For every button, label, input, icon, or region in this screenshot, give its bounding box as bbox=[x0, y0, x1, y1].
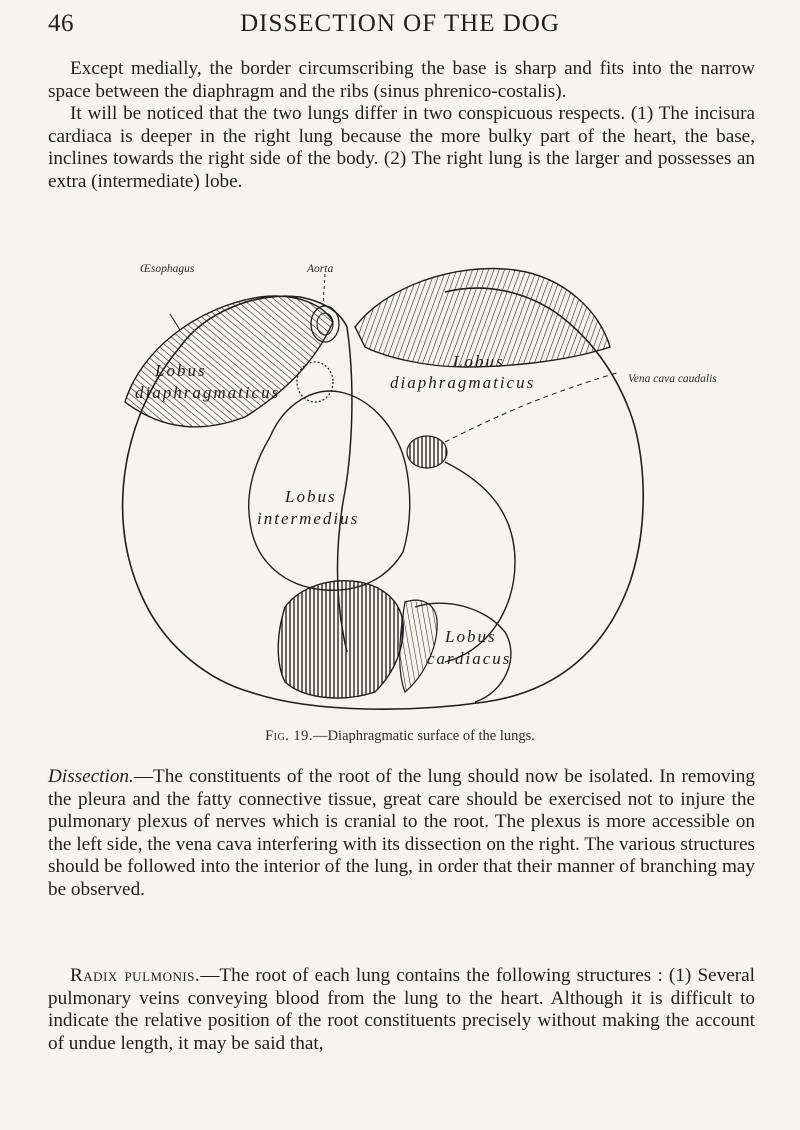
intro-text-1: Except medially, the border circumscribing the base is sharp and fits into the narrow space between the diaphragm and the ribs (sinus phrenico-costalis). bbox=[48, 58, 755, 102]
dissection-paragraph bbox=[48, 766, 755, 902]
cardiacus-label: cardiacus bbox=[427, 649, 512, 668]
cardiac-lobe-right-hatch bbox=[400, 600, 437, 692]
left-diaphragmaticus-label: diaphragmaticus bbox=[135, 383, 281, 402]
lung-illustration bbox=[85, 252, 785, 722]
cardiac-lobus-label: Lobus bbox=[445, 627, 497, 646]
page-number: 46 bbox=[48, 10, 74, 37]
oesophagus-leader bbox=[170, 314, 180, 330]
right-diaphragmaticus-label: diaphragmaticus bbox=[390, 373, 536, 392]
dissection-text: —The constituents of the root of the lung should now be isolated. In removing the pleura and the fatty connective tissue, great care should be exercised not to injure the pulmonary plexus of nerves which is cranial to the root. The plexus is more accessible on the left side, the vena cava interfering with its dissection on the right. The various structures should be followed into the interior of the lung, in order that their manner of branching may be observed. bbox=[48, 766, 755, 900]
intermediate-lobus-label: Lobus bbox=[285, 487, 337, 506]
intro-text-2: It will be noticed that the two lungs differ in two conspicuous respects. (1) The incisura cardiaca is deeper in the right lung because the more bulky part of the heart, the base, inclines towards the right side of the body. (2) The right lung is the larger and possesses an extra (intermediate) lobe. bbox=[48, 103, 755, 192]
right-lobus-label: Lobus bbox=[453, 352, 505, 371]
cardiac-lobe-hatch bbox=[278, 581, 403, 698]
figure-19 bbox=[85, 252, 785, 722]
radix-text: —The root of each lung contains the following structures : (1) Several pulmonary veins conveying blood from the lung to the heart. Although it is difficult to indicate the relative position of the root constituents precisely without making the account of undue length, it may be said that, bbox=[48, 965, 756, 1054]
radix-paragraph bbox=[48, 965, 755, 1055]
figure-caption bbox=[0, 728, 800, 745]
intermedius-label: intermedius bbox=[257, 509, 360, 528]
figure-caption-text: —Diaphragmatic surface of the lungs. bbox=[313, 728, 535, 744]
aorta-label: Aorta bbox=[307, 263, 334, 275]
vena-cava-label: Vena cava caudalis bbox=[628, 373, 717, 385]
aorta-leader bbox=[323, 274, 325, 307]
intro-paragraph-1 bbox=[48, 58, 755, 103]
oesophagus-label: Œsophagus bbox=[140, 263, 195, 275]
dissection-heading: Dissection. bbox=[48, 766, 134, 787]
left-lobus-label: Lobus bbox=[155, 361, 207, 380]
figure-number: Fig. 19. bbox=[265, 728, 314, 744]
radix-heading: Radix pulmonis. bbox=[70, 965, 201, 986]
intro-paragraph-2 bbox=[48, 103, 755, 193]
page-header bbox=[48, 10, 752, 44]
running-title: DISSECTION OF THE DOG bbox=[240, 10, 560, 37]
vena-cava-section bbox=[407, 436, 447, 468]
